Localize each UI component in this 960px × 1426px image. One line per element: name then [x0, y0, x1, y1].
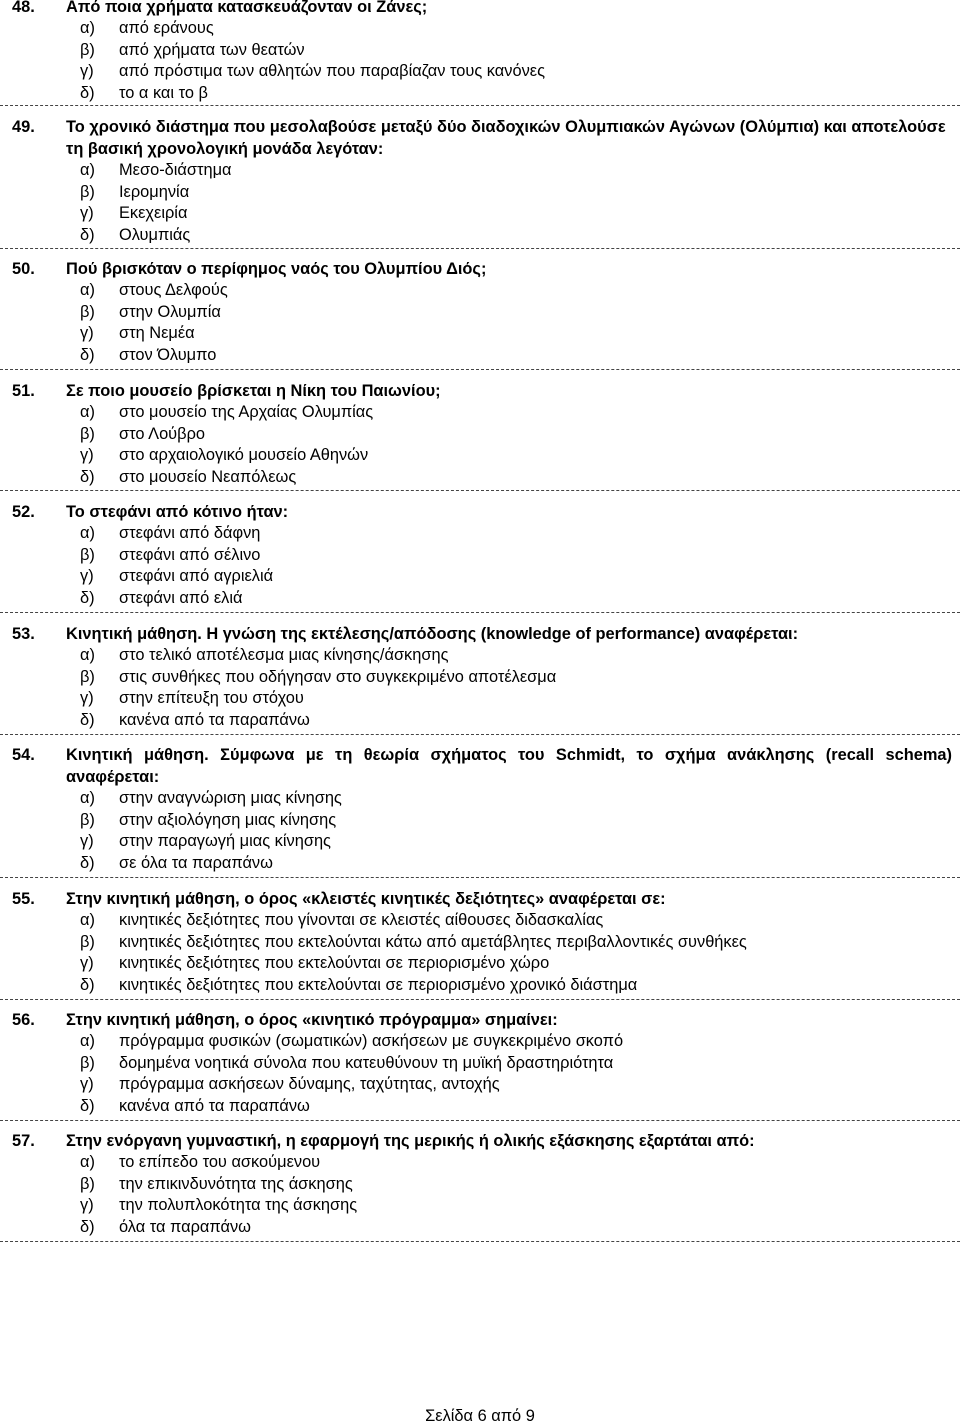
option-label: α) — [80, 1153, 95, 1171]
question-text: Σε ποιο μουσείο βρίσκεται η Νίκη του Παιωνίου; — [66, 382, 441, 400]
option-label: δ) — [80, 588, 95, 607]
question-number: 53. — [12, 625, 35, 643]
page-number-footer: Σελίδα 6 από 9 — [425, 1407, 535, 1425]
option-d — [80, 710, 952, 732]
option-a — [80, 788, 952, 810]
option-c — [80, 1195, 952, 1217]
option-c — [80, 1074, 952, 1096]
option-text: το α και το β — [119, 83, 208, 102]
option-b — [80, 424, 952, 446]
option-label: δ) — [80, 975, 95, 994]
option-text: στην αξιολόγηση μιας κίνησης — [119, 810, 337, 829]
option-label: α) — [80, 403, 95, 421]
question-text: Το χρονικό διάστημα που μεσολαβούσε μεταξύ δύο διαδοχικών Ολυμπιακών Αγώνων (Ολύμπια) και αποτελούσε τη βασική χρονολογική μονάδα λεγόταν: — [66, 118, 946, 158]
question-50 — [12, 258, 952, 366]
option-label: α) — [80, 646, 95, 664]
option-label: γ) — [80, 954, 94, 973]
option-text: Μεσο-διάστημα — [119, 161, 232, 179]
separator — [0, 369, 960, 370]
option-d — [80, 1217, 952, 1239]
option-c — [80, 688, 952, 710]
option-text: κινητικές δεξιότητες που γίνονται σε κλειστές αίθουσες διδασκαλίας — [119, 911, 604, 929]
option-a — [80, 1152, 952, 1174]
option-label: γ) — [80, 689, 94, 708]
option-text: πρόγραμμα ασκήσεων δύναμης, ταχύτητας, αντοχής — [119, 1075, 500, 1094]
option-d — [80, 1096, 952, 1118]
option-text: στην παραγωγή μιας κίνησης — [119, 832, 331, 851]
option-label: γ) — [80, 446, 94, 465]
option-text: στη Νεμέα — [119, 324, 195, 343]
question-56 — [12, 1009, 952, 1117]
option-c — [80, 566, 952, 588]
option-label: γ) — [80, 324, 94, 343]
question-51 — [12, 380, 952, 488]
option-text: την πολυπλοκότητα της άσκησης — [119, 1196, 358, 1215]
option-label: β) — [80, 1053, 95, 1072]
option-text: από εράνους — [119, 19, 214, 37]
question-number: 55. — [12, 890, 35, 908]
option-a — [80, 1031, 952, 1053]
option-text: στεφάνι από σέλινο — [119, 545, 261, 564]
question-number: 50. — [12, 260, 35, 278]
separator — [0, 734, 960, 735]
option-label: α) — [80, 1032, 95, 1050]
question-55 — [12, 888, 952, 996]
separator — [0, 1241, 960, 1242]
question-number: 57. — [12, 1132, 35, 1150]
separator — [0, 490, 960, 491]
question-number: 56. — [12, 1011, 35, 1029]
question-number: 54. — [12, 746, 35, 764]
question-48 — [12, 0, 952, 104]
separator — [0, 612, 960, 613]
option-text: σε όλα τα παραπάνω — [119, 853, 273, 872]
option-label: γ) — [80, 204, 94, 223]
question-number: 52. — [12, 503, 35, 521]
option-label: β) — [80, 810, 95, 829]
option-c — [80, 203, 952, 225]
option-label: δ) — [80, 710, 95, 729]
option-a — [80, 160, 952, 182]
option-text: στο αρχαιολογικό μουσείο Αθηνών — [119, 446, 369, 465]
question-text: Κινητική μάθηση. Η γνώση της εκτέλεσης/απόδοσης (knowledge of performance) αναφέρεται: — [66, 625, 799, 643]
option-text: από πρόστιμα των αθλητών που παραβίαζαν τους κανόνες — [119, 62, 545, 81]
separator — [0, 877, 960, 878]
question-text: Κινητική μάθηση. Σύμφωνα με τη θεωρία σχήματος του Schmidt, το σχήμα ανάκλησης (recall schema) αναφέρεται: — [66, 746, 952, 786]
option-label: β) — [80, 424, 95, 443]
option-label: δ) — [80, 1217, 95, 1236]
option-text: στην αναγνώριση μιας κίνησης — [119, 789, 342, 807]
option-text: κανένα από τα παραπάνω — [119, 1096, 310, 1115]
option-text: στις συνθήκες που οδήγησαν στο συγκεκριμένο αποτέλεσμα — [119, 667, 557, 686]
option-d — [80, 975, 952, 997]
option-b — [80, 932, 952, 954]
question-number: 49. — [12, 118, 35, 136]
option-label: δ) — [80, 1096, 95, 1115]
option-label: δ) — [80, 853, 95, 872]
option-text: Ιερομηνία — [119, 182, 190, 201]
option-label: δ) — [80, 83, 95, 102]
option-text: στον Όλυμπο — [119, 345, 217, 364]
separator — [0, 999, 960, 1000]
question-text: Πού βρισκόταν ο περίφημος ναός του Ολυμπίου Διός; — [66, 260, 487, 278]
question-text: Το στεφάνι από κότινο ήταν: — [66, 503, 289, 521]
option-c — [80, 953, 952, 975]
option-b — [80, 545, 952, 567]
option-label: α) — [80, 911, 95, 929]
option-b — [80, 40, 952, 62]
option-label: γ) — [80, 832, 94, 851]
option-text: πρόγραμμα φυσικών (σωματικών) ασκήσεων με συγκεκριμένο σκοπό — [119, 1032, 624, 1050]
option-d — [80, 225, 952, 247]
option-a — [80, 402, 952, 424]
option-text: δομημένα νοητικά σύνολα που κατευθύνουν τη μυϊκή δραστηριότητα — [119, 1053, 614, 1072]
option-b — [80, 1174, 952, 1196]
option-text: στους Δελφούς — [119, 281, 228, 299]
option-label: α) — [80, 161, 95, 179]
option-label: γ) — [80, 567, 94, 586]
option-label: α) — [80, 281, 95, 299]
option-text: από χρήματα των θεατών — [119, 40, 305, 59]
separator — [0, 105, 960, 106]
option-b — [80, 810, 952, 832]
option-b — [80, 182, 952, 204]
question-57 — [12, 1130, 952, 1238]
option-a — [80, 910, 952, 932]
question-49 — [12, 116, 952, 246]
option-text: κινητικές δεξιότητες που εκτελούνται σε περιορισμένο χώρο — [119, 954, 550, 973]
option-b — [80, 667, 952, 689]
option-c — [80, 323, 952, 345]
question-53 — [12, 623, 952, 731]
option-text: Ολυμπιάς — [119, 225, 191, 244]
option-label: α) — [80, 524, 95, 542]
separator — [0, 248, 960, 249]
option-text: στεφάνι από ελιά — [119, 588, 243, 607]
option-text: την επικινδυνότητα της άσκησης — [119, 1174, 353, 1193]
option-label: β) — [80, 545, 95, 564]
option-text: κανένα από τα παραπάνω — [119, 710, 310, 729]
option-a — [80, 18, 952, 40]
option-c — [80, 61, 952, 83]
option-label: δ) — [80, 345, 95, 364]
option-label: α) — [80, 19, 95, 37]
option-text: στο Λούβρο — [119, 424, 206, 443]
option-label: β) — [80, 40, 95, 59]
option-label: β) — [80, 182, 95, 201]
option-b — [80, 302, 952, 324]
option-d — [80, 588, 952, 610]
question-text: Στην κινητική μάθηση, ο όρος «κινητικό πρόγραμμα» σημαίνει: — [66, 1011, 558, 1029]
option-text: στεφάνι από δάφνη — [119, 524, 261, 542]
option-c — [80, 831, 952, 853]
option-a — [80, 280, 952, 302]
option-label: γ) — [80, 1196, 94, 1215]
option-text: στην Ολυμπία — [119, 302, 221, 321]
separator — [0, 1120, 960, 1121]
option-d — [80, 345, 952, 367]
option-label: δ) — [80, 225, 95, 244]
option-d — [80, 853, 952, 875]
option-text: στο μουσείο της Αρχαίας Ολυμπίας — [119, 403, 374, 421]
option-label: γ) — [80, 1075, 94, 1094]
question-text: Από ποια χρήματα κατασκευάζονταν οι Ζάνες; — [66, 0, 428, 16]
option-label: β) — [80, 667, 95, 686]
question-text: Στην ενόργανη γυμναστική, η εφαρμογή της μερικής ή ολικής εξάσκησης εξαρτάται από: — [66, 1132, 755, 1150]
option-d — [80, 83, 952, 105]
option-text: στο μουσείο Νεαπόλεως — [119, 467, 297, 486]
option-text: κινητικές δεξιότητες που εκτελούνται κάτω από αμετάβλητες περιβαλλοντικές συνθήκες — [119, 932, 747, 951]
option-label: γ) — [80, 62, 94, 81]
question-54 — [12, 744, 952, 874]
option-d — [80, 467, 952, 489]
option-text: Εκεχειρία — [119, 204, 188, 223]
option-text: κινητικές δεξιότητες που εκτελούνται σε περιορισμένο χρονικό διάστημα — [119, 975, 638, 994]
option-label: β) — [80, 1174, 95, 1193]
option-label: α) — [80, 789, 95, 807]
option-b — [80, 1053, 952, 1075]
option-text: στο τελικό αποτέλεσμα μιας κίνησης/άσκησης — [119, 646, 449, 664]
question-52 — [12, 501, 952, 609]
option-text: στεφάνι από αγριελιά — [119, 567, 274, 586]
option-label: δ) — [80, 467, 95, 486]
option-c — [80, 445, 952, 467]
option-text: στην επίτευξη του στόχου — [119, 689, 304, 708]
option-text: όλα τα παραπάνω — [119, 1217, 251, 1236]
option-label: β) — [80, 302, 95, 321]
option-a — [80, 523, 952, 545]
option-text: το επίπεδο του ασκούμενου — [119, 1153, 321, 1171]
question-number: 51. — [12, 382, 35, 400]
question-number: 48. — [12, 0, 35, 16]
option-label: β) — [80, 932, 95, 951]
question-text: Στην κινητική μάθηση, ο όρος «κλειστές κινητικές δεξιότητες» αναφέρεται σε: — [66, 890, 666, 908]
option-a — [80, 645, 952, 667]
